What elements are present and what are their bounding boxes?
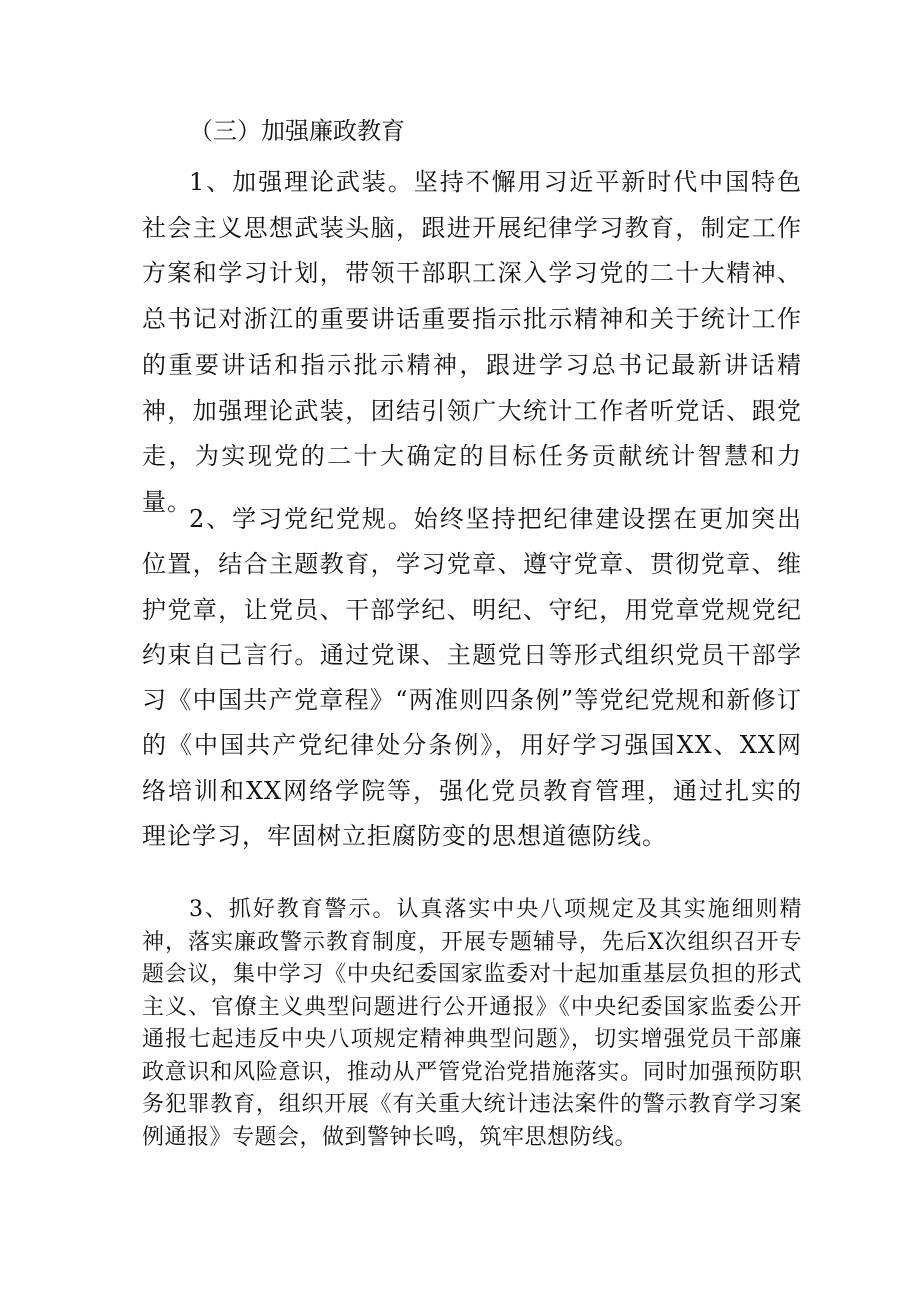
paragraph-party-discipline: 2、学习党纪党规。始终坚持把纪律建设摆在更加突出位置，结合主题教育，学习党章、遵守党章、贯彻党章、维护党章，让党员、干部学纪、明纪、守纪，用党章党规党纪约束自己言行。通过党课、主题党日等形式组织党员干部学习《中国共产党章程》“两准则四条例”等党纪党规和新修订的《中国共产党纪律处分条例》，用好学习强国XX、XX网络培训和XX网络学院等，强化党员教育管理，通过扎实的理论学习，牢固树立拒腐防变的思想道德防线。	[142, 505, 802, 851]
paragraph-theory-armament: 1、加强理论武装。坚持不懈用习近平新时代中国特色社会主义思想武装头脑，跟进开展纪律学习教育，制定工作方案和学习计划，带领干部职工深入学习党的二十大精神、总书记对浙江的重要讲话重要指示批示精神和关于统计工作的重要讲话和指示批示精神，跟进学习总书记最新讲话精神，加强理论武装，团结引领广大统计工作者听党话、跟党走，为实现党的二十大确定的目标任务贡献统计智慧和力量。	[142, 168, 802, 516]
paragraph-warning-education: 3、抓好教育警示。认真落实中央八项规定及其实施细则精神，落实廉政警示教育制度，开展专题辅导，先后X次组织召开专题会议，集中学习《中央纪委国家监委对十起加重基层负担的形式主义、官僚主义典型问题进行公开通报》《中央纪委国家监委公开通报七起违反中央八项规定精神典型问题》，切实增强党员干部廉政意识和风险意识，推动从严管党治党措施落实。同时加强预防职务犯罪教育，组织开展《有关重大统计违法案件的警示教育学习案例通报》专题会，做到警钟长鸣，筑牢思想防线。	[142, 897, 802, 1150]
section-heading: （三）加强廉政教育	[189, 117, 405, 145]
